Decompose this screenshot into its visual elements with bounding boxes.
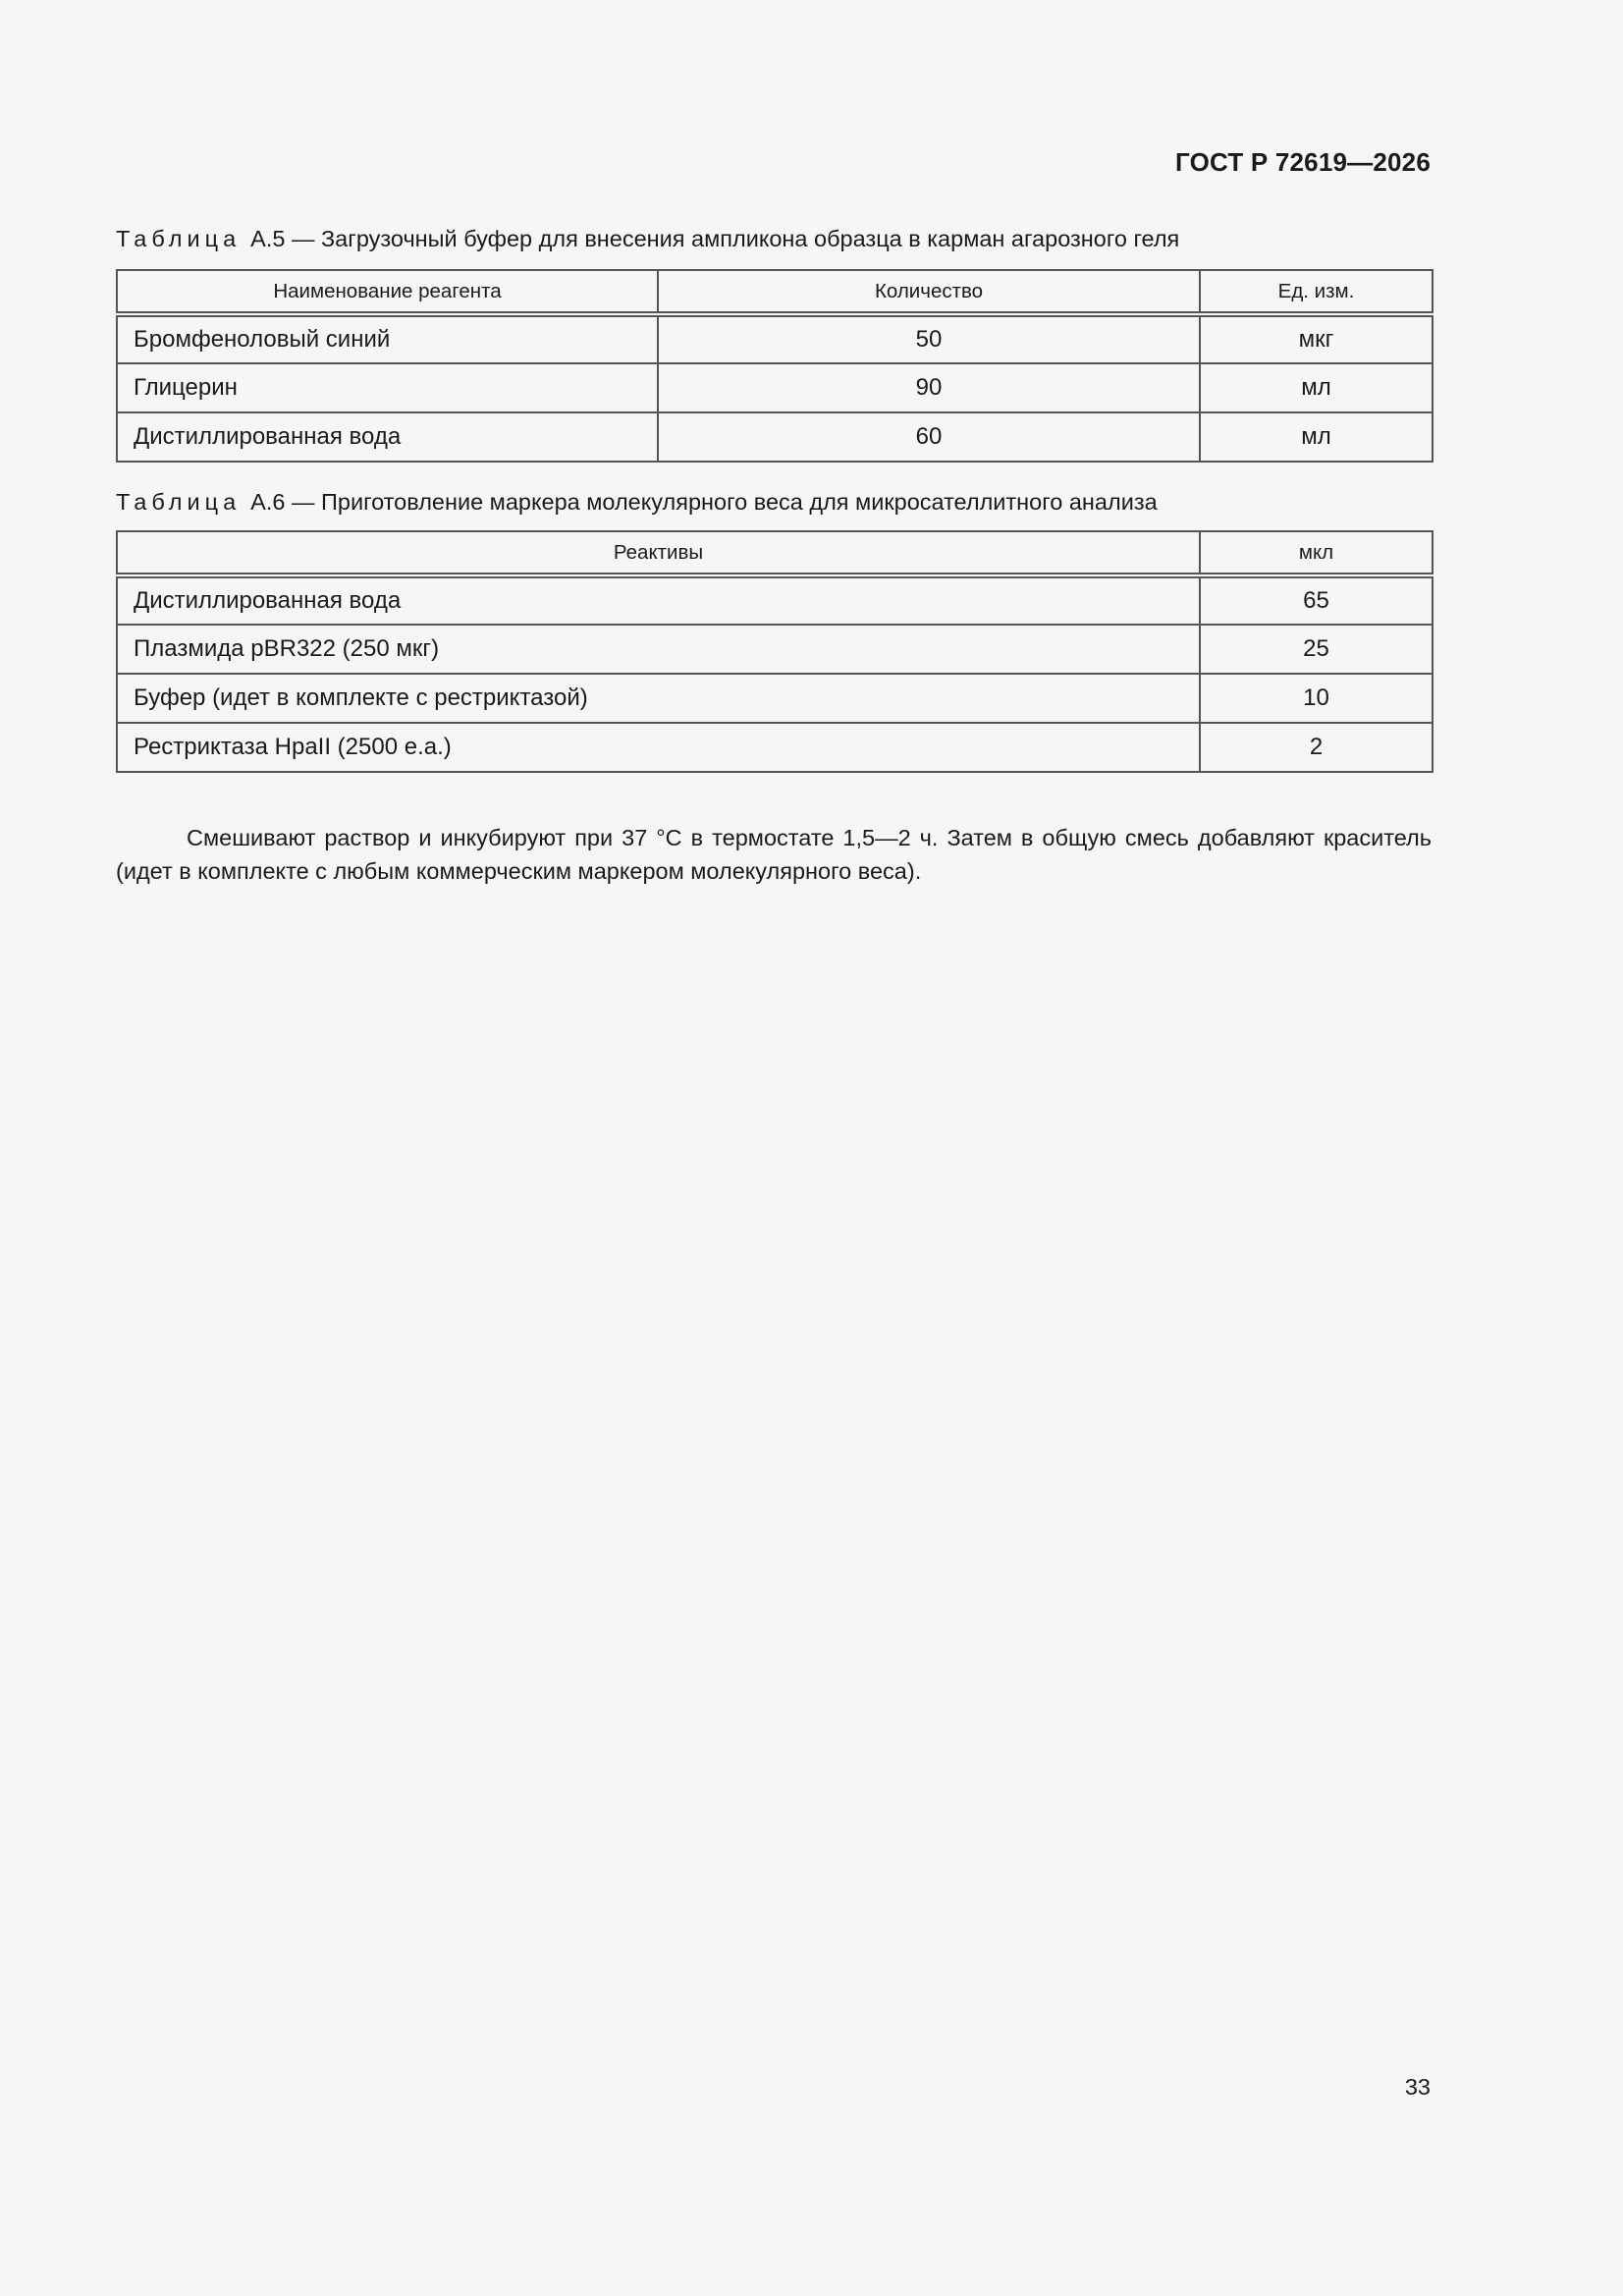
table-header-row xyxy=(117,270,1433,314)
caption-text: А.6 — Приготовление маркера молекулярного веса для микросателлитного анализа xyxy=(250,489,1158,515)
reagent-name-cell: Глицерин xyxy=(117,363,658,412)
table-a6-caption xyxy=(116,489,1158,516)
column-header-reagent: Наименование реагента xyxy=(117,270,658,314)
volume-cell: 25 xyxy=(1200,625,1433,674)
amount-cell: 50 xyxy=(658,314,1200,363)
volume-cell: 10 xyxy=(1200,674,1433,723)
unit-cell: мл xyxy=(1200,363,1433,412)
reagent-name-cell: Буфер (идет в комплекте с рестриктазой) xyxy=(117,674,1200,723)
unit-cell: мл xyxy=(1200,412,1433,462)
amount-cell: 60 xyxy=(658,412,1200,462)
table-a5 xyxy=(116,269,1434,463)
unit-cell: мкг xyxy=(1200,314,1433,363)
document-code: ГОСТ Р 72619—2026 xyxy=(1175,147,1431,177)
table-row xyxy=(117,674,1433,723)
column-header-unit: Ед. изм. xyxy=(1200,270,1433,314)
body-paragraph: Смешивают раствор и инкубируют при 37 °C в термостате 1,5—2 ч. Затем в общую смесь добавляют краситель (идет в комплекте с любым коммерческим маркером молекулярного веса). xyxy=(116,824,1432,884)
page-number: 33 xyxy=(1404,2074,1431,2100)
table-row xyxy=(117,412,1433,462)
amount-cell: 90 xyxy=(658,363,1200,412)
caption-word: Таблица xyxy=(116,489,242,515)
table-a6 xyxy=(116,530,1434,773)
column-header-microliters: мкл xyxy=(1200,531,1433,575)
reagent-name-cell: Бромфеноловый синий xyxy=(117,314,658,363)
volume-cell: 65 xyxy=(1200,575,1433,625)
table-row xyxy=(117,314,1433,363)
table-row xyxy=(117,363,1433,412)
table-row xyxy=(117,575,1433,625)
caption-word: Таблица xyxy=(116,226,242,251)
reagent-name-cell: Дистиллированная вода xyxy=(117,412,658,462)
reagent-name-cell: Рестриктаза HpaII (2500 е.а.) xyxy=(117,723,1200,772)
table-header-row xyxy=(117,531,1433,575)
table-a5-caption xyxy=(116,226,1179,252)
column-header-reagents: Реактивы xyxy=(117,531,1200,575)
reagent-name-cell: Дистиллированная вода xyxy=(117,575,1200,625)
table-row xyxy=(117,625,1433,674)
caption-text: А.5 — Загрузочный буфер для внесения ампликона образца в карман агарозного геля xyxy=(250,226,1180,251)
column-header-amount: Количество xyxy=(658,270,1200,314)
reagent-name-cell: Плазмида pBR322 (250 мкг) xyxy=(117,625,1200,674)
volume-cell: 2 xyxy=(1200,723,1433,772)
table-row xyxy=(117,723,1433,772)
